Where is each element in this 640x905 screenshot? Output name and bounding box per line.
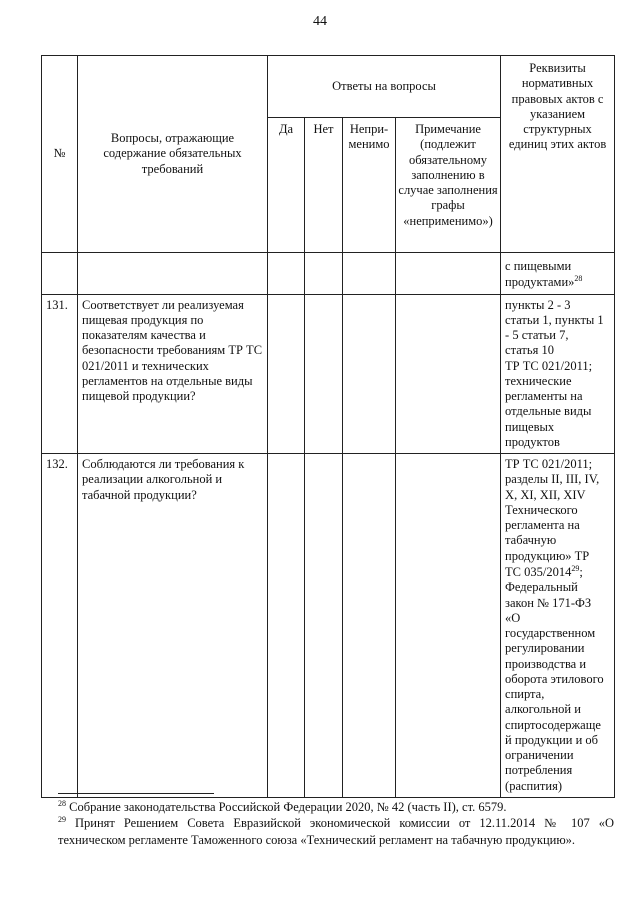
header-questions: Вопросы, отражающие содержание обязательных требований (78, 56, 268, 253)
header-answers: Ответы на вопросы (268, 56, 501, 118)
footnote-mark: 28 (58, 799, 66, 808)
footnote-ref: 29 (571, 563, 580, 573)
table-row (42, 294, 615, 454)
ref-cell (501, 454, 615, 798)
note-cell[interactable] (396, 294, 501, 454)
ref-text-part1: ТР ТС 021/2011; разделы II, III, IV, X, XI, XII, XIV Технического регламента на табачную продукцию» ТР ТС 035/2014 (505, 457, 600, 580)
page-number: 44 (313, 14, 327, 29)
footnote-mark: 29 (58, 815, 66, 825)
header-num: № (42, 56, 78, 253)
header-refs: Реквизиты нормативных правовых актов с указанием структурных единиц этих актов (501, 56, 615, 253)
footnote (58, 815, 614, 848)
ref-cell-continuation (501, 253, 615, 295)
ref-text: пункты 2 - 3 статьи 1, пункты 1 - 5 статьи 7, статья 10 ТР ТС 021/2011; технические регламенты на отдельные виды пищевых продуктов (501, 294, 615, 454)
question-text: Соблюдаются ли требования к реализации алкогольной и табачной продукции? (78, 454, 268, 798)
header-na: Непри- менимо (343, 118, 396, 253)
footnotes (58, 799, 614, 848)
table-row (42, 454, 615, 798)
answer-no-cell[interactable] (305, 454, 343, 798)
answer-na-cell[interactable] (343, 294, 396, 454)
note-cell[interactable] (396, 454, 501, 798)
row-number: 131. (42, 294, 78, 454)
answer-yes-cell[interactable] (268, 294, 305, 454)
header-yes: Да (268, 118, 305, 253)
ref-text-part2: ; Федеральный закон № 171-ФЗ «О государственном регулировании производства и оборота этилового спирта, алкогольной и спиртосодержаще й продукции и об ограничении потребления (распития) (505, 565, 604, 793)
footnote-text: Принят Решением Совета Евразийской экономической комиссии от 12.11.2014 № 107 «О техническом регламенте Таможенного союза «Технический регламент на табачную продукцию». (58, 816, 614, 847)
ref-text: с пищевыми продуктами» (505, 259, 575, 290)
footnote (58, 799, 614, 815)
footnote-divider (58, 793, 214, 794)
answer-na-cell[interactable] (343, 454, 396, 798)
table-row-continuation (42, 253, 615, 295)
answer-no-cell[interactable] (305, 294, 343, 454)
question-text: Соответствует ли реализуемая пищевая продукция по показателям качества и безопасности требованиям ТР ТС 021/2011 и технических регламентов на отдельные виды пищевой продукции? (78, 294, 268, 454)
requirements-table (41, 55, 615, 798)
footnote-ref: 28 (574, 274, 583, 284)
header-note: Примечание (подлежит обязательному заполнению в случае заполнения графы «неприменимо») (396, 118, 501, 253)
answer-yes-cell[interactable] (268, 454, 305, 798)
header-no: Нет (305, 118, 343, 253)
row-number: 132. (42, 454, 78, 798)
footnote-text: Собрание законодательства Российской Федерации 2020, № 42 (часть II), ст. 6579. (69, 800, 507, 815)
